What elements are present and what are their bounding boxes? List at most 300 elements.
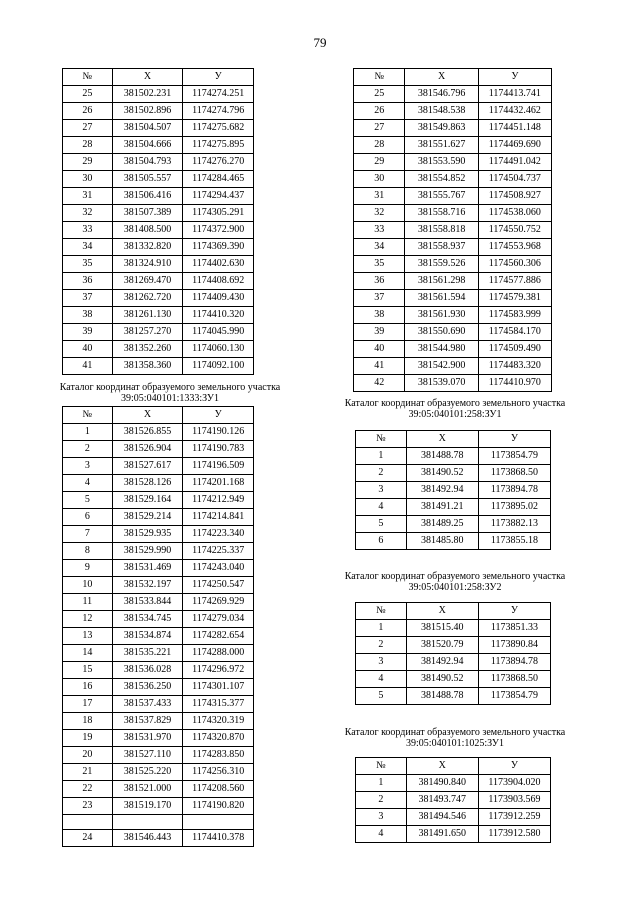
y-coordinate-cell: 1174483.320 bbox=[478, 358, 551, 375]
x-coordinate-cell: 381539.070 bbox=[405, 375, 478, 392]
caption-title: Каталог координат образуемого земельного участка bbox=[344, 727, 566, 738]
y-coordinate-cell: 1174410.378 bbox=[183, 830, 254, 847]
y-coordinate-cell: 1174583.999 bbox=[478, 307, 551, 324]
x-coordinate-cell: 381529.990 bbox=[112, 543, 183, 560]
x-coordinate-cell: 381504.793 bbox=[112, 154, 183, 171]
table-row bbox=[356, 533, 551, 550]
y-coordinate-cell: 1174208.560 bbox=[183, 781, 254, 798]
x-coordinate-cell: 381490.840 bbox=[406, 775, 478, 792]
table-header-row bbox=[356, 758, 551, 775]
point-number-cell: 41 bbox=[354, 358, 405, 375]
point-number-cell: 6 bbox=[356, 533, 407, 550]
y-header: У bbox=[478, 758, 550, 775]
x-coordinate-cell: 381558.716 bbox=[405, 205, 478, 222]
x-coordinate-cell: 381526.904 bbox=[112, 441, 183, 458]
y-coordinate-cell: 1173894.78 bbox=[478, 482, 550, 499]
x-coordinate-cell: 381490.52 bbox=[406, 671, 478, 688]
x-coordinate-cell: 381549.863 bbox=[405, 120, 478, 137]
table-row bbox=[63, 120, 254, 137]
number-header: № bbox=[356, 603, 407, 620]
table-row bbox=[356, 637, 551, 654]
y-coordinate-cell: 1174275.682 bbox=[183, 120, 254, 137]
table-row bbox=[63, 577, 254, 594]
y-coordinate-cell: 1174408.692 bbox=[183, 273, 254, 290]
x-coordinate-cell: 381515.40 bbox=[406, 620, 478, 637]
table-caption-1025-zu1 bbox=[310, 727, 600, 749]
y-coordinate-cell: 1174212.949 bbox=[183, 492, 254, 509]
x-coordinate-cell: 381504.666 bbox=[112, 137, 183, 154]
point-number-cell: 32 bbox=[63, 205, 113, 222]
y-coordinate-cell: 1174410.320 bbox=[183, 307, 254, 324]
y-coordinate-cell: 1174320.870 bbox=[183, 730, 254, 747]
table-row bbox=[63, 441, 254, 458]
y-coordinate-cell: 1173868.50 bbox=[478, 465, 550, 482]
caption-cadastral-number: 39:05:040101:258:ЗУ2 bbox=[408, 582, 502, 593]
table-row bbox=[354, 324, 552, 341]
y-coordinate-cell: 1174504.737 bbox=[478, 171, 551, 188]
point-number-cell: 25 bbox=[63, 86, 113, 103]
x-header: X bbox=[405, 69, 478, 86]
point-number-cell: 39 bbox=[63, 324, 113, 341]
point-number-cell: 5 bbox=[356, 516, 407, 533]
x-coordinate-cell: 381544.980 bbox=[405, 341, 478, 358]
coordinate-table-1025-zu1 bbox=[355, 757, 551, 843]
x-coordinate-cell: 381558.818 bbox=[405, 222, 478, 239]
y-coordinate-cell: 1174413.741 bbox=[478, 86, 551, 103]
table-row bbox=[354, 307, 552, 324]
table-row bbox=[354, 103, 552, 120]
table-row bbox=[354, 137, 552, 154]
x-coordinate-cell: 381554.852 bbox=[405, 171, 478, 188]
table-header-row bbox=[63, 407, 254, 424]
y-coordinate-cell: 1174279.034 bbox=[183, 611, 254, 628]
table-row bbox=[354, 341, 552, 358]
table-row bbox=[63, 628, 254, 645]
y-coordinate-cell: 1174274.251 bbox=[183, 86, 254, 103]
point-number-cell: 32 bbox=[354, 205, 405, 222]
y-coordinate-cell: 1174276.270 bbox=[183, 154, 254, 171]
y-coordinate-cell: 1174305.291 bbox=[183, 205, 254, 222]
point-number-cell: 1 bbox=[356, 620, 407, 637]
x-coordinate-cell: 381527.617 bbox=[112, 458, 183, 475]
point-number-cell: 22 bbox=[63, 781, 113, 798]
x-coordinate-cell: 381536.250 bbox=[112, 679, 183, 696]
point-number-cell: 10 bbox=[63, 577, 113, 594]
x-coordinate-cell: 381492.94 bbox=[406, 654, 478, 671]
table-row bbox=[356, 448, 551, 465]
point-number-cell: 17 bbox=[63, 696, 113, 713]
y-coordinate-cell: 1174369.390 bbox=[183, 239, 254, 256]
y-coordinate-cell: 1174409.430 bbox=[183, 290, 254, 307]
point-number-cell: 5 bbox=[356, 688, 407, 705]
point-number-cell: 27 bbox=[354, 120, 405, 137]
y-coordinate-cell: 1174214.841 bbox=[183, 509, 254, 526]
point-number-cell: 19 bbox=[63, 730, 113, 747]
point-number-cell: 23 bbox=[63, 798, 113, 815]
x-coordinate-cell: 381352.260 bbox=[112, 341, 183, 358]
x-coordinate-cell: 381561.594 bbox=[405, 290, 478, 307]
table-row bbox=[63, 290, 254, 307]
table-header-row bbox=[354, 69, 552, 86]
y-coordinate-cell: 1174432.462 bbox=[478, 103, 551, 120]
point-number-cell: 40 bbox=[354, 341, 405, 358]
x-coordinate-cell: 381507.389 bbox=[112, 205, 183, 222]
point-number-cell: 30 bbox=[63, 171, 113, 188]
number-header: № bbox=[356, 758, 407, 775]
table-row bbox=[63, 560, 254, 577]
point-number-cell: 24 bbox=[63, 830, 113, 847]
coordinate-table-continuation-right bbox=[353, 68, 552, 392]
x-coordinate-cell: 381408.500 bbox=[112, 222, 183, 239]
x-coordinate-cell: 381537.433 bbox=[112, 696, 183, 713]
y-coordinate-cell: 1174190.820 bbox=[183, 798, 254, 815]
x-coordinate-cell: 381561.298 bbox=[405, 273, 478, 290]
table-row bbox=[63, 458, 254, 475]
point-number-cell: 36 bbox=[63, 273, 113, 290]
y-coordinate-cell: 1174190.783 bbox=[183, 441, 254, 458]
number-header: № bbox=[354, 69, 405, 86]
table-row bbox=[63, 492, 254, 509]
x-coordinate-cell: 381492.94 bbox=[406, 482, 478, 499]
x-coordinate-cell: 381529.164 bbox=[112, 492, 183, 509]
y-coordinate-cell: 1174579.381 bbox=[478, 290, 551, 307]
point-number-cell: 26 bbox=[354, 103, 405, 120]
table-row bbox=[63, 713, 254, 730]
table-row bbox=[63, 509, 254, 526]
y-coordinate-cell: 1173904.020 bbox=[478, 775, 550, 792]
caption-cadastral-number: 39:05:040101:258:ЗУ1 bbox=[408, 409, 502, 420]
caption-cadastral-number: 39:05:040101:1025:ЗУ1 bbox=[406, 738, 504, 749]
y-coordinate-cell: 1173912.259 bbox=[478, 809, 550, 826]
table-row bbox=[63, 815, 254, 830]
y-coordinate-cell: 1174410.970 bbox=[478, 375, 551, 392]
table-row bbox=[354, 290, 552, 307]
point-number-cell: 2 bbox=[63, 441, 113, 458]
y-coordinate-cell: 1173854.79 bbox=[478, 688, 550, 705]
x-coordinate-cell: 381269.470 bbox=[112, 273, 183, 290]
point-number-cell: 35 bbox=[63, 256, 113, 273]
y-coordinate-cell: 1173851.33 bbox=[478, 620, 550, 637]
x-coordinate-cell: 381488.78 bbox=[406, 448, 478, 465]
table-row bbox=[63, 830, 254, 847]
y-coordinate-cell: 1174269.929 bbox=[183, 594, 254, 611]
y-coordinate-cell: 1174402.630 bbox=[183, 256, 254, 273]
table-row bbox=[63, 154, 254, 171]
y-coordinate-cell: 1174577.886 bbox=[478, 273, 551, 290]
table-caption-258-zu2 bbox=[310, 571, 600, 593]
y-coordinate-cell: 1174275.895 bbox=[183, 137, 254, 154]
point-number-cell: 4 bbox=[356, 671, 407, 688]
x-coordinate-cell: 381504.507 bbox=[112, 120, 183, 137]
number-header: № bbox=[63, 407, 113, 424]
x-coordinate-cell: 381531.970 bbox=[112, 730, 183, 747]
point-number-cell: 8 bbox=[63, 543, 113, 560]
point-number-cell: 42 bbox=[354, 375, 405, 392]
caption-cadastral-number: 39:05:040101:1333:ЗУ1 bbox=[121, 393, 219, 404]
table-row bbox=[63, 696, 254, 713]
x-coordinate-cell: 381488.78 bbox=[406, 688, 478, 705]
y-coordinate-cell: 1173895.02 bbox=[478, 499, 550, 516]
point-number-cell: 26 bbox=[63, 103, 113, 120]
x-coordinate-cell: 381521.000 bbox=[112, 781, 183, 798]
y-coordinate-cell: 1174509.490 bbox=[478, 341, 551, 358]
table-row bbox=[63, 475, 254, 492]
x-coordinate-cell: 381534.874 bbox=[112, 628, 183, 645]
page-number: 79 bbox=[313, 35, 327, 50]
x-coordinate-cell: 381506.416 bbox=[112, 188, 183, 205]
x-coordinate-cell: 381262.720 bbox=[112, 290, 183, 307]
table-row bbox=[63, 103, 254, 120]
point-number-cell: 16 bbox=[63, 679, 113, 696]
point-number-cell: 3 bbox=[356, 809, 407, 826]
x-coordinate-cell: 381505.557 bbox=[112, 171, 183, 188]
x-coordinate-cell: 381529.935 bbox=[112, 526, 183, 543]
point-number-cell: 5 bbox=[63, 492, 113, 509]
x-coordinate-cell: 381534.745 bbox=[112, 611, 183, 628]
y-coordinate-cell: 1174274.796 bbox=[183, 103, 254, 120]
point-number-cell: 3 bbox=[356, 654, 407, 671]
point-number-cell: 31 bbox=[63, 188, 113, 205]
table-row bbox=[354, 120, 552, 137]
table-caption-1333-zu1 bbox=[20, 382, 320, 404]
x-coordinate-cell: 381532.197 bbox=[112, 577, 183, 594]
table-row bbox=[63, 358, 254, 375]
y-coordinate-cell: 1174550.752 bbox=[478, 222, 551, 239]
x-header: X bbox=[406, 758, 478, 775]
x-coordinate-cell: 381528.126 bbox=[112, 475, 183, 492]
x-coordinate-cell bbox=[112, 815, 183, 830]
table-header-row bbox=[63, 69, 254, 86]
point-number-cell: 2 bbox=[356, 465, 407, 482]
table-row bbox=[63, 222, 254, 239]
point-number-cell: 20 bbox=[63, 747, 113, 764]
x-header: X bbox=[112, 407, 183, 424]
point-number-cell: 38 bbox=[354, 307, 405, 324]
x-coordinate-cell: 381490.52 bbox=[406, 465, 478, 482]
table-header-row bbox=[356, 431, 551, 448]
y-coordinate-cell: 1174282.654 bbox=[183, 628, 254, 645]
table-row bbox=[356, 465, 551, 482]
table-row bbox=[63, 86, 254, 103]
table-row bbox=[63, 645, 254, 662]
y-coordinate-cell: 1174201.168 bbox=[183, 475, 254, 492]
point-number-cell: 35 bbox=[354, 256, 405, 273]
coordinate-table-258-zu2 bbox=[355, 602, 551, 705]
y-coordinate-cell: 1174553.968 bbox=[478, 239, 551, 256]
x-coordinate-cell: 381559.526 bbox=[405, 256, 478, 273]
table-row bbox=[63, 662, 254, 679]
x-coordinate-cell: 381489.25 bbox=[406, 516, 478, 533]
point-number-cell: 3 bbox=[63, 458, 113, 475]
point-number-cell: 39 bbox=[354, 324, 405, 341]
x-coordinate-cell: 381553.590 bbox=[405, 154, 478, 171]
table-row bbox=[63, 764, 254, 781]
point-number-cell: 28 bbox=[354, 137, 405, 154]
table-row bbox=[63, 798, 254, 815]
caption-title: Каталог координат образуемого земельного участка bbox=[59, 382, 281, 393]
y-coordinate-cell: 1174190.126 bbox=[183, 424, 254, 441]
x-coordinate-cell: 381502.231 bbox=[112, 86, 183, 103]
point-number-cell: 1 bbox=[356, 775, 407, 792]
point-number-cell: 7 bbox=[63, 526, 113, 543]
x-coordinate-cell: 381494.546 bbox=[406, 809, 478, 826]
point-number-cell: 34 bbox=[63, 239, 113, 256]
table-row bbox=[63, 341, 254, 358]
point-number-cell: 4 bbox=[356, 499, 407, 516]
x-coordinate-cell: 381520.79 bbox=[406, 637, 478, 654]
y-coordinate-cell: 1174538.060 bbox=[478, 205, 551, 222]
x-header: X bbox=[112, 69, 183, 86]
x-header: X bbox=[406, 431, 478, 448]
table-row bbox=[354, 358, 552, 375]
y-coordinate-cell: 1174320.319 bbox=[183, 713, 254, 730]
point-number-cell: 37 bbox=[63, 290, 113, 307]
table-row bbox=[63, 730, 254, 747]
point-number-cell: 11 bbox=[63, 594, 113, 611]
x-coordinate-cell: 381535.221 bbox=[112, 645, 183, 662]
y-coordinate-cell: 1174045.990 bbox=[183, 324, 254, 341]
table-row bbox=[354, 188, 552, 205]
table-row bbox=[354, 171, 552, 188]
x-coordinate-cell: 381542.900 bbox=[405, 358, 478, 375]
y-coordinate-cell: 1174256.310 bbox=[183, 764, 254, 781]
table-caption-258-zu1 bbox=[310, 398, 600, 420]
y-coordinate-cell: 1173903.569 bbox=[478, 792, 550, 809]
table-row bbox=[63, 307, 254, 324]
point-number-cell: 38 bbox=[63, 307, 113, 324]
table-row bbox=[356, 620, 551, 637]
x-coordinate-cell: 381536.028 bbox=[112, 662, 183, 679]
point-number-cell: 15 bbox=[63, 662, 113, 679]
point-number-cell: 31 bbox=[354, 188, 405, 205]
table-row bbox=[63, 188, 254, 205]
point-number-cell: 1 bbox=[63, 424, 113, 441]
y-coordinate-cell: 1174060.130 bbox=[183, 341, 254, 358]
table-row bbox=[354, 205, 552, 222]
x-coordinate-cell: 381526.855 bbox=[112, 424, 183, 441]
point-number-cell: 1 bbox=[356, 448, 407, 465]
y-coordinate-cell: 1173854.79 bbox=[478, 448, 550, 465]
table-row bbox=[354, 239, 552, 256]
x-coordinate-cell: 381485.80 bbox=[406, 533, 478, 550]
point-number-cell: 4 bbox=[63, 475, 113, 492]
y-header: У bbox=[183, 407, 254, 424]
y-coordinate-cell: 1174508.927 bbox=[478, 188, 551, 205]
y-coordinate-cell: 1174250.547 bbox=[183, 577, 254, 594]
y-header: У bbox=[478, 69, 551, 86]
y-coordinate-cell: 1174296.972 bbox=[183, 662, 254, 679]
y-coordinate-cell: 1174315.377 bbox=[183, 696, 254, 713]
y-coordinate-cell: 1174584.170 bbox=[478, 324, 551, 341]
table-row bbox=[354, 273, 552, 290]
point-number-cell: 21 bbox=[63, 764, 113, 781]
table-row bbox=[354, 375, 552, 392]
y-coordinate-cell: 1173894.78 bbox=[478, 654, 550, 671]
x-coordinate-cell: 381491.650 bbox=[406, 826, 478, 843]
point-number-cell: 41 bbox=[63, 358, 113, 375]
y-coordinate-cell: 1173855.18 bbox=[478, 533, 550, 550]
table-row bbox=[63, 137, 254, 154]
table-row bbox=[356, 792, 551, 809]
x-coordinate-cell: 381502.896 bbox=[112, 103, 183, 120]
y-header: У bbox=[478, 431, 550, 448]
y-coordinate-cell: 1173882.13 bbox=[478, 516, 550, 533]
number-header: № bbox=[63, 69, 113, 86]
table-row bbox=[63, 594, 254, 611]
table-row bbox=[356, 516, 551, 533]
table-row bbox=[63, 256, 254, 273]
y-coordinate-cell: 1174196.509 bbox=[183, 458, 254, 475]
table-row bbox=[356, 809, 551, 826]
y-coordinate-cell: 1173890.84 bbox=[478, 637, 550, 654]
y-coordinate-cell: 1174469.690 bbox=[478, 137, 551, 154]
table-row bbox=[356, 654, 551, 671]
point-number-cell: 30 bbox=[354, 171, 405, 188]
coordinate-table-258-zu1 bbox=[355, 430, 551, 550]
point-number-cell: 29 bbox=[63, 154, 113, 171]
caption-title: Каталог координат образуемого земельного участка bbox=[344, 398, 566, 409]
table-row bbox=[63, 543, 254, 560]
x-coordinate-cell: 381491.21 bbox=[406, 499, 478, 516]
table-header-row bbox=[356, 603, 551, 620]
y-coordinate-cell: 1174225.337 bbox=[183, 543, 254, 560]
point-number-cell: 4 bbox=[356, 826, 407, 843]
point-number-cell: 6 bbox=[63, 509, 113, 526]
x-coordinate-cell: 381261.130 bbox=[112, 307, 183, 324]
table-row bbox=[63, 324, 254, 341]
x-coordinate-cell: 381324.910 bbox=[112, 256, 183, 273]
point-number-cell: 33 bbox=[63, 222, 113, 239]
point-number-cell: 2 bbox=[356, 792, 407, 809]
table-row bbox=[63, 424, 254, 441]
number-header: № bbox=[356, 431, 407, 448]
coordinate-table-continuation-left bbox=[62, 68, 254, 375]
table-row bbox=[354, 154, 552, 171]
table-row bbox=[356, 688, 551, 705]
table-row bbox=[63, 611, 254, 628]
point-number-cell: 37 bbox=[354, 290, 405, 307]
x-header: X bbox=[406, 603, 478, 620]
y-coordinate-cell: 1174284.465 bbox=[183, 171, 254, 188]
y-coordinate-cell: 1174294.437 bbox=[183, 188, 254, 205]
x-coordinate-cell: 381551.627 bbox=[405, 137, 478, 154]
x-coordinate-cell: 381555.767 bbox=[405, 188, 478, 205]
point-number-cell bbox=[63, 815, 113, 830]
table-row bbox=[63, 679, 254, 696]
point-number-cell: 9 bbox=[63, 560, 113, 577]
table-row bbox=[63, 273, 254, 290]
table-row bbox=[356, 826, 551, 843]
y-coordinate-cell: 1174491.042 bbox=[478, 154, 551, 171]
x-coordinate-cell: 381537.829 bbox=[112, 713, 183, 730]
table-row bbox=[63, 239, 254, 256]
x-coordinate-cell: 381527.110 bbox=[112, 747, 183, 764]
x-coordinate-cell: 381550.690 bbox=[405, 324, 478, 341]
y-coordinate-cell: 1173868.50 bbox=[478, 671, 550, 688]
y-header: У bbox=[478, 603, 550, 620]
table-row bbox=[63, 526, 254, 543]
y-header: У bbox=[183, 69, 254, 86]
x-coordinate-cell: 381548.538 bbox=[405, 103, 478, 120]
point-number-cell: 36 bbox=[354, 273, 405, 290]
x-coordinate-cell: 381546.443 bbox=[112, 830, 183, 847]
point-number-cell: 2 bbox=[356, 637, 407, 654]
table-row bbox=[356, 671, 551, 688]
table-row bbox=[356, 499, 551, 516]
x-coordinate-cell: 381558.937 bbox=[405, 239, 478, 256]
table-row bbox=[354, 86, 552, 103]
y-coordinate-cell: 1174223.340 bbox=[183, 526, 254, 543]
